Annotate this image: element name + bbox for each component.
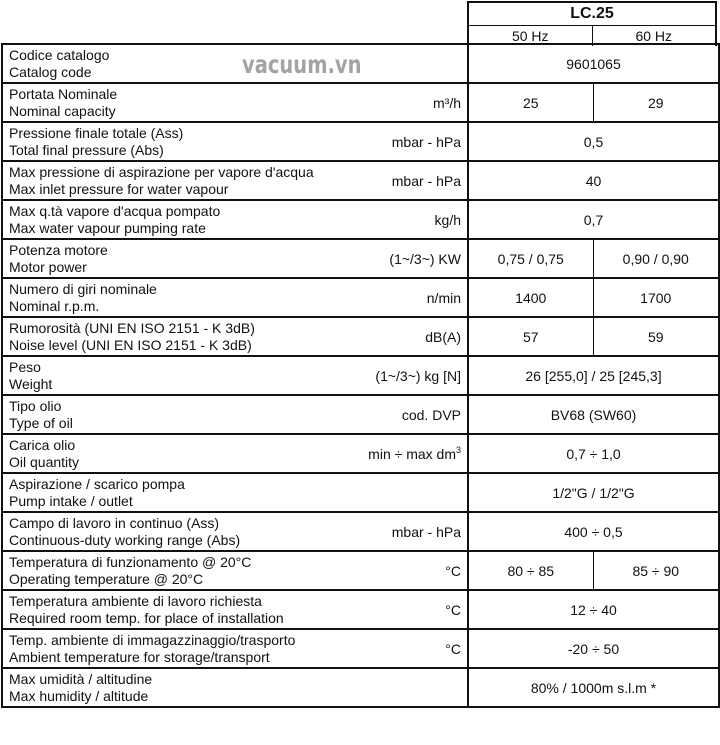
unit-text: mbar - hPa <box>391 172 461 189</box>
spec-unit <box>366 668 468 707</box>
spec-row <box>2 590 719 629</box>
spec-row <box>2 434 719 473</box>
spec-unit <box>366 200 468 239</box>
label-english: Nominal r.p.m. <box>9 297 100 314</box>
spec-label <box>2 278 366 317</box>
model-header <box>467 1 717 46</box>
spec-row <box>2 83 719 122</box>
spec-row <box>2 161 719 200</box>
spec-row <box>2 200 719 239</box>
spec-value-60hz: 0,90 / 0,90 <box>593 239 719 278</box>
unit-superscript: 3 <box>455 445 461 455</box>
spec-unit <box>366 590 468 629</box>
spec-row <box>2 629 719 668</box>
label-italian: Peso <box>9 358 41 375</box>
label-italian: Temp. ambiente di immagazzinaggio/trasporto <box>9 631 296 648</box>
label-italian: Codice catalogo <box>9 46 110 63</box>
spec-row <box>2 356 719 395</box>
spec-value: 9601065 <box>468 44 719 83</box>
label-italian: Tipo olio <box>9 397 62 414</box>
spec-value: 1/2"G / 1/2"G <box>468 473 719 512</box>
label-italian: Pressione finale totale (Ass) <box>9 124 184 141</box>
spec-value-50hz: 57 <box>468 317 593 356</box>
label-english: Max water vapour pumping rate <box>9 219 206 236</box>
label-italian: Max umidità / altitudine <box>9 670 153 687</box>
spec-label <box>2 629 366 668</box>
spec-label <box>2 122 366 161</box>
label-italian: Carica olio <box>9 436 76 453</box>
unit-text: cod. DVP <box>401 406 461 423</box>
spec-unit <box>366 278 468 317</box>
spec-unit <box>366 356 468 395</box>
spec-label <box>2 551 366 590</box>
label-english: Type of oil <box>9 414 73 431</box>
spec-row <box>2 317 719 356</box>
spec-value-60hz: 1700 <box>593 278 719 317</box>
spec-label <box>2 200 366 239</box>
spec-value: 12 ÷ 40 <box>468 590 719 629</box>
label-italian: Numero di giri nominale <box>9 280 157 297</box>
label-english: Nominal capacity <box>9 102 116 119</box>
spec-value: 0,7 ÷ 1,0 <box>468 434 719 473</box>
spec-unit <box>366 83 468 122</box>
spec-unit <box>366 317 468 356</box>
unit-text: min ÷ max dm <box>368 446 456 462</box>
spec-unit <box>366 473 468 512</box>
spec-label <box>2 161 366 200</box>
spec-label <box>2 395 366 434</box>
spec-value-50hz: 0,75 / 0,75 <box>468 239 593 278</box>
spec-unit <box>366 122 468 161</box>
spec-value: 80% / 1000m s.l.m * <box>468 668 719 707</box>
label-english: Weight <box>9 375 53 392</box>
spec-value-50hz: 1400 <box>468 278 593 317</box>
spec-row <box>2 473 719 512</box>
spec-value-60hz: 59 <box>593 317 719 356</box>
label-english: Continuous-duty working range (Abs) <box>9 531 241 548</box>
spec-value: 400 ÷ 0,5 <box>468 512 719 551</box>
spec-unit <box>366 395 468 434</box>
spec-unit <box>366 512 468 551</box>
spec-row <box>2 668 719 707</box>
spec-label <box>2 590 366 629</box>
spec-unit <box>366 629 468 668</box>
spec-value: 0,7 <box>468 200 719 239</box>
spec-row <box>2 278 719 317</box>
unit-text: mbar - hPa <box>391 523 461 540</box>
spec-label <box>2 434 366 473</box>
label-english: Pump intake / outlet <box>9 492 133 509</box>
spec-row <box>2 239 719 278</box>
label-english: Operating temperature @ 20°C <box>9 570 204 587</box>
label-english: Motor power <box>9 258 87 275</box>
spec-unit <box>366 434 468 473</box>
spec-value: 40 <box>468 161 719 200</box>
spec-row <box>2 551 719 590</box>
spec-unit <box>366 161 468 200</box>
spec-value-50hz: 80 ÷ 85 <box>468 551 593 590</box>
spec-value: 26 [255,0] / 25 [245,3] <box>468 356 719 395</box>
label-italian: Aspirazione / scarico pompa <box>9 475 185 492</box>
spec-unit <box>366 239 468 278</box>
label-italian: Campo di lavoro in continuo (Ass) <box>9 514 220 531</box>
spec-label <box>2 317 366 356</box>
unit-text: °C <box>445 562 461 579</box>
label-english: Noise level (UNI EN ISO 2151 - K 3dB) <box>9 336 252 353</box>
label-english: Total final pressure (Abs) <box>9 141 164 158</box>
spec-value: BV68 (SW60) <box>468 395 719 434</box>
unit-text: mbar - hPa <box>391 133 461 150</box>
spec-label <box>2 512 366 551</box>
label-italian: Max q.tà vapore d'acqua pompato <box>9 202 221 219</box>
unit-text: kg/h <box>434 211 461 228</box>
label-english: Catalog code <box>9 63 92 80</box>
label-english: Max inlet pressure for water vapour <box>9 180 229 197</box>
spec-value: -20 ÷ 50 <box>468 629 719 668</box>
spec-label <box>2 668 366 707</box>
label-italian: Max pressione di aspirazione per vapore d'acqua <box>9 163 314 180</box>
spec-value-50hz: 25 <box>468 83 593 122</box>
spec-unit <box>366 551 468 590</box>
unit-text: dB(A) <box>425 328 461 345</box>
model-title: LC.25 <box>469 3 715 26</box>
label-italian: Temperatura di funzionamento @ 20°C <box>9 553 252 570</box>
spec-unit <box>366 44 468 83</box>
watermark-logo: vacuum.vn <box>242 50 362 79</box>
label-italian: Temperatura ambiente di lavoro richiesta <box>9 592 262 609</box>
freq-50-header: 50 Hz <box>469 26 593 46</box>
spec-value: 0,5 <box>468 122 719 161</box>
spec-row <box>2 512 719 551</box>
label-english: Oil quantity <box>9 453 80 470</box>
label-english: Ambient temperature for storage/transport <box>9 648 270 665</box>
unit-text: (1~/3~) KW <box>389 250 461 267</box>
spec-row <box>2 122 719 161</box>
label-english: Required room temp. for place of installation <box>9 609 284 626</box>
unit-text: °C <box>445 640 461 657</box>
label-italian: Potenza motore <box>9 241 108 258</box>
spec-label <box>2 83 366 122</box>
spec-label <box>2 356 366 395</box>
label-english: Max humidity / altitude <box>9 687 149 704</box>
spec-value-60hz: 29 <box>593 83 719 122</box>
spec-label <box>2 239 366 278</box>
spec-label <box>2 473 366 512</box>
freq-60-header: 60 Hz <box>635 28 673 44</box>
unit-text: (1~/3~) kg [N] <box>375 367 461 384</box>
spec-row <box>2 395 719 434</box>
unit-text: °C <box>445 601 461 618</box>
label-italian: Rumorosità (UNI EN ISO 2151 - K 3dB) <box>9 319 255 336</box>
label-italian: Portata Nominale <box>9 85 118 102</box>
unit-text: m³/h <box>433 94 461 111</box>
unit-text: n/min <box>426 289 461 306</box>
spec-table <box>1 43 720 708</box>
spec-value-60hz: 85 ÷ 90 <box>593 551 719 590</box>
